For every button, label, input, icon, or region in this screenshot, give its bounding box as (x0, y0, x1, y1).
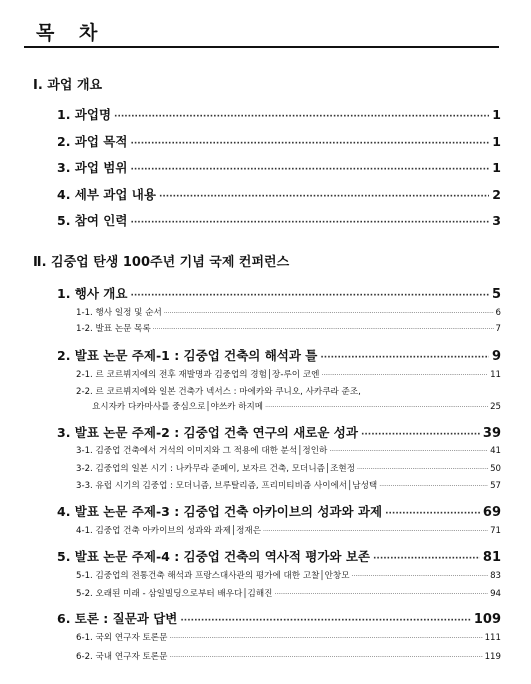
toc-entry-label: 4. 발표 논문 주제-3 : 김중업 건축 아카이브의 성과와 과제 (57, 504, 383, 519)
toc-entry-label: 1. 행사 개요 (57, 286, 128, 301)
toc-entry-label: 1. 과업명 (57, 107, 112, 122)
leader-dots (265, 404, 488, 411)
toc-entry-page: 5 (491, 287, 501, 302)
toc-entry-label: 2. 과업 목적 (57, 134, 128, 149)
leader-dots (385, 509, 480, 519)
toc-entry-label: 3-3. 유럽 시기의 김중업 : 모더니즘, 브루탈리즘, 프리미티비즘 사이에서│남성택 (76, 481, 378, 491)
toc-entry-page: 57 (490, 481, 501, 491)
toc-subentry[interactable] (76, 524, 501, 536)
toc-entry-page: 6 (495, 308, 501, 318)
toc-entry-page: 2 (492, 187, 501, 202)
toc-entry-label: 3-1. 김중업 건축에서 거석의 이미지와 그 적용에 대한 분석│정인하 (76, 446, 328, 456)
toc-entry-page: 119 (484, 652, 501, 662)
toc-entry-label: 5-2. 오래된 미래 - 삼일빌딩으로부터 배우다│김해진 (76, 589, 273, 599)
toc-entry-label: 5. 참여 인력 (57, 213, 128, 228)
toc-section-2-4[interactable] (57, 502, 501, 520)
leader-dots (169, 635, 482, 642)
toc-entry-page: 41 (490, 446, 501, 456)
toc-section-2-2[interactable] (57, 346, 501, 364)
toc-subentry[interactable] (76, 631, 501, 643)
toc-entry-page: 71 (490, 526, 501, 536)
toc-subentry[interactable] (76, 306, 501, 318)
toc-subentry[interactable] (76, 479, 501, 491)
toc-entry-page: 1 (492, 160, 501, 175)
toc-entry-label: 6. 토론 : 질문과 답변 (57, 611, 178, 626)
toc-subentry[interactable] (76, 569, 501, 581)
toc-entry-label: 요시자카 다카마사를 중심으로│야쓰카 하지메 (92, 402, 264, 412)
leader-dots (169, 654, 482, 661)
toc-entry-page: 83 (490, 571, 501, 581)
toc-entry-label: 6-1. 국외 연구자 토론문 (76, 633, 168, 643)
toc-entry-page: 7 (495, 324, 501, 334)
toc-entry-label: 3-2. 김중업의 일본 시기 : 나카무라 준페이, 보자르 건축, 모더니즘│조현정 (76, 464, 356, 474)
leader-dots (130, 139, 489, 149)
leader-dots (357, 466, 488, 473)
toc-entry-page: 109 (473, 612, 501, 627)
toc-entry-page: 94 (490, 589, 501, 599)
toc-entry-page: 1 (492, 134, 501, 149)
toc-subentry[interactable] (76, 368, 501, 380)
toc-title: 목 차 (36, 22, 107, 44)
toc-subentry-first-line: 2-2. 르 코르뷔지에와 일본 건축가 넥서스 : 마에카와 쿠니오, 사카쿠라 준조, (76, 387, 361, 397)
toc-subentry[interactable] (76, 444, 501, 456)
toc-entry-page: 11 (490, 370, 501, 380)
leader-dots (379, 483, 488, 490)
toc-entry-page: 69 (482, 505, 501, 520)
toc-entry-page: 3 (492, 213, 501, 228)
leader-dots (180, 616, 470, 626)
leader-dots (373, 554, 480, 564)
leader-dots (361, 430, 480, 440)
toc-section-2-6[interactable] (57, 609, 501, 627)
toc-entry-page: 9 (491, 349, 501, 364)
toc-entry-label: 1-2. 발표 논문 목록 (76, 324, 151, 334)
leader-dots (263, 528, 488, 535)
toc-subentry[interactable] (76, 462, 501, 474)
leader-dots (114, 112, 489, 122)
leader-dots (130, 165, 489, 175)
leader-dots (159, 192, 489, 202)
leader-dots (320, 353, 489, 363)
leader-dots (321, 372, 488, 379)
toc-entry-page: 50 (490, 464, 501, 474)
leader-dots (130, 218, 489, 228)
toc-subentry[interactable] (76, 650, 501, 662)
toc-section-2-1[interactable] (57, 284, 501, 302)
leader-dots (274, 591, 488, 598)
leader-dots (329, 448, 488, 455)
toc-entry-1-5[interactable] (57, 211, 501, 229)
leader-dots (153, 326, 494, 333)
toc-entry-page: 1 (492, 107, 501, 122)
toc-subentry[interactable] (92, 400, 501, 412)
toc-entry-label: 3. 발표 논문 주제-2 : 김중업 건축 연구의 새로운 성과 (57, 425, 358, 440)
toc-entry-label: 4. 세부 과업 내용 (57, 187, 156, 202)
toc-entry-1-2[interactable] (57, 132, 501, 150)
toc-subentry[interactable] (76, 587, 501, 599)
toc-entry-page: 111 (484, 633, 501, 643)
toc-entry-1-1[interactable] (57, 105, 501, 123)
toc-entry-page: 39 (482, 426, 501, 441)
toc-entry-label: 5-1. 김중업의 전통건축 해석과 프랑스대사관의 평가에 대한 고찰│안창모 (76, 571, 350, 581)
toc-entry-label: 4-1. 김중업 건축 아카이브의 성과와 과제│정재은 (76, 526, 262, 536)
toc-section-2-5[interactable] (57, 547, 501, 565)
toc-entry-page: 81 (482, 550, 501, 565)
toc-entry-label: 3. 과업 범위 (57, 160, 128, 175)
toc-entry-label: 2. 발표 논문 주제-1 : 김중업 건축의 해석과 틀 (57, 348, 318, 363)
toc-entry-label: 6-2. 국내 연구자 토론문 (76, 652, 168, 662)
toc-entry-label: 2-1. 르 코르뷔지에의 전후 재발명과 김중업의 경험│장-루이 코엔 (76, 370, 320, 380)
toc-entry-1-3[interactable] (57, 158, 501, 176)
leader-dots (352, 573, 489, 580)
part2-heading: Ⅱ. 김중업 탄생 100주년 기념 국제 컨퍼런스 (33, 255, 290, 270)
toc-entry-label: 5. 발표 논문 주제-4 : 김중업 건축의 역사적 평가와 보존 (57, 549, 370, 564)
toc-entry-1-4[interactable] (57, 185, 501, 203)
toc-section-2-3[interactable] (57, 423, 501, 441)
toc-entry-page: 25 (490, 402, 501, 412)
leader-dots (130, 291, 489, 301)
toc-subentry[interactable] (76, 322, 501, 334)
part1-heading: Ⅰ. 과업 개요 (33, 78, 103, 93)
title-underline (24, 46, 499, 48)
toc-entry-label: 1-1. 행사 일정 및 순서 (76, 308, 162, 318)
leader-dots (164, 310, 494, 317)
